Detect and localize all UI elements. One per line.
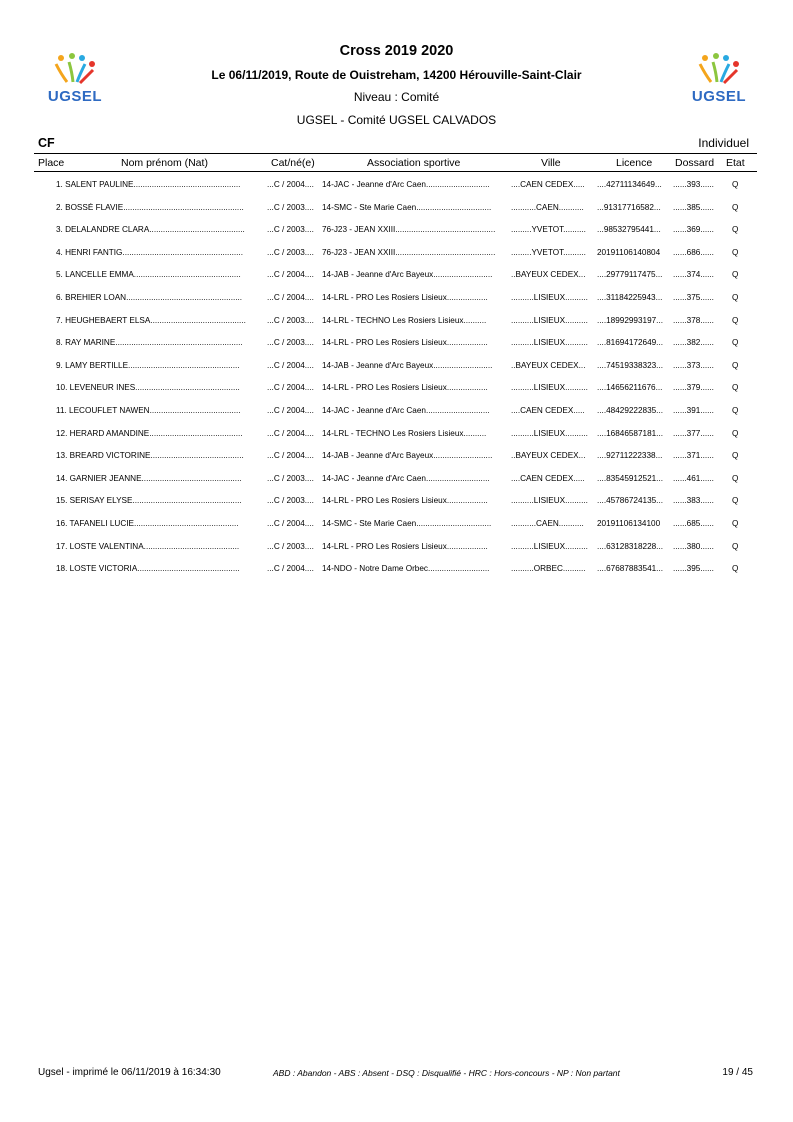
cell-state: Q <box>732 292 739 302</box>
cell-state: Q <box>732 518 739 528</box>
cell-club: 14-JAB - Jeanne d'Arc Bayeux.......................... <box>322 270 493 280</box>
cell-state: Q <box>732 541 739 551</box>
cell-state: Q <box>732 383 739 393</box>
committee-label: UGSEL - Comité UGSEL CALVADOS <box>296 113 497 127</box>
cell-bib: ......395...... <box>673 564 714 574</box>
cell-licence: ....14656211676... <box>597 383 663 393</box>
table-row <box>0 429 793 452</box>
cell-category: ...C / 2004.... <box>267 405 314 415</box>
cell-club: 76-J23 - JEAN XXIII............................................ <box>322 247 496 257</box>
cell-name: 8. RAY MARINE........................................................ <box>56 338 243 348</box>
cell-category: ...C / 2004.... <box>267 564 314 574</box>
cell-bib: ......380...... <box>673 541 714 551</box>
cell-state: Q <box>732 225 739 235</box>
cell-bib: ......374...... <box>673 270 714 280</box>
cell-name: 10. LEVENEUR INES.............................................. <box>56 383 240 393</box>
cell-city: .........YVETOT.......... <box>511 247 586 257</box>
cell-bib: ......373...... <box>673 360 714 370</box>
cell-name: 17. LOSTE VALENTINA.......................................... <box>56 541 240 551</box>
page-number: 19 / 45 <box>722 1067 753 1078</box>
cell-name: 5. LANCELLE EMMA............................................... <box>56 270 241 280</box>
table-row <box>0 564 793 587</box>
cell-city: ..........LISIEUX.......... <box>511 383 588 393</box>
cell-club: 14-LRL - PRO Les Rosiers Lisieux.................. <box>322 292 488 302</box>
cell-licence: ....42711134649... <box>597 180 662 189</box>
cell-city: ..........LISIEUX.......... <box>511 428 588 438</box>
table-row <box>0 383 793 406</box>
cell-licence: 20191106134100 <box>597 518 661 528</box>
table-row <box>0 248 793 271</box>
cell-club: 76-J23 - JEAN XXIII............................................ <box>322 225 496 235</box>
cell-bib: ......461...... <box>673 473 714 483</box>
cell-state: Q <box>732 428 739 438</box>
table-row <box>0 519 793 542</box>
table-row <box>0 338 793 361</box>
cell-category: ...C / 2004.... <box>267 360 314 370</box>
cell-licence: ....29779117475... <box>597 270 663 280</box>
table-row <box>0 203 793 226</box>
cell-city: ..BAYEUX CEDEX... <box>511 451 586 461</box>
cell-name: 6. BREHIER LOAN................................................... <box>56 292 243 302</box>
cell-bib: ......377...... <box>673 428 714 438</box>
cell-licence: ...98532795441... <box>597 225 661 235</box>
cell-category: ...C / 2003.... <box>267 496 314 506</box>
cell-city: .........YVETOT.......... <box>511 225 586 235</box>
cell-name: 9. LAMY BERTILLE................................................. <box>56 360 240 370</box>
logo-text: UGSEL <box>691 88 747 105</box>
col-header-licence: Licence <box>616 157 653 169</box>
cell-bib: ......371...... <box>673 451 714 461</box>
cell-licence: ....18992993197... <box>597 315 664 325</box>
cell-category: ...C / 2003.... <box>267 225 314 235</box>
col-header-club: Association sportive <box>367 157 461 169</box>
cell-category: ...C / 2004.... <box>267 451 314 461</box>
cell-club: 14-JAC - Jeanne d'Arc Caen............................ <box>322 473 490 483</box>
col-header-bib: Dossard <box>675 157 715 169</box>
cell-category: ...C / 2003.... <box>267 541 314 551</box>
col-header-name: Nom prénom (Nat) <box>121 157 208 169</box>
cell-name: 1. SALENT PAULINE............................................... <box>56 180 241 189</box>
page-title: Cross 2019 2020 <box>339 43 454 59</box>
table-row <box>0 451 793 474</box>
event-subtitle: Le 06/11/2019, Route de Ouistreham, 14200 Hérouville-Saint-Clair <box>211 68 582 82</box>
col-header-state: Etat <box>726 157 745 169</box>
cell-licence: ....63128318228... <box>597 541 664 551</box>
cell-city: ...........CAEN........... <box>511 518 584 528</box>
table-row <box>0 361 793 384</box>
cell-licence: ....83545912521... <box>597 473 664 483</box>
cell-licence: ....67687883541... <box>597 564 664 574</box>
cell-bib: ......393...... <box>673 180 714 189</box>
cell-name: 4. HENRI FANTIG..................................................... <box>56 247 243 257</box>
col-header-place: Place <box>38 157 65 169</box>
status-legend: ABD : Abandon - ABS : Absent - DSQ : Disqualifié - HRC : Hors-concours - NP : Non partant <box>273 1068 620 1078</box>
print-timestamp: Ugsel - imprimé le 06/11/2019 à 16:34:30 <box>38 1067 221 1078</box>
cell-category: ...C / 2003.... <box>267 338 314 348</box>
category-label: CF <box>38 136 55 150</box>
cell-club: 14-JAB - Jeanne d'Arc Bayeux.......................... <box>322 451 493 461</box>
cell-state: Q <box>732 473 739 483</box>
cell-city: ....CAEN CEDEX..... <box>511 473 585 483</box>
cell-club: 14-SMC - Ste Marie Caen................................. <box>322 202 492 212</box>
table-row <box>0 293 793 316</box>
cell-city: ..........ORBEC.......... <box>511 564 586 574</box>
cell-licence: ....92711222338... <box>597 451 663 461</box>
cell-bib: ......385...... <box>673 202 714 212</box>
cell-name: 3. DELALANDRE CLARA.......................................... <box>56 225 245 235</box>
cell-club: 14-LRL - PRO Les Rosiers Lisieux.................. <box>322 383 488 393</box>
level-label: Niveau : Comité <box>353 90 440 104</box>
cell-state: Q <box>732 270 739 280</box>
cell-state: Q <box>732 315 739 325</box>
cell-bib: ......391...... <box>673 405 714 415</box>
table-row <box>0 496 793 519</box>
header-rule-top <box>34 153 757 154</box>
col-header-cat: Cat/né(e) <box>271 157 315 169</box>
cell-bib: ......686...... <box>673 247 714 257</box>
cell-licence: ....16846587181... <box>597 428 664 438</box>
cell-licence: 20191106140804 <box>597 247 661 257</box>
cell-category: ...C / 2004.... <box>267 383 314 393</box>
cell-category: ...C / 2003.... <box>267 315 314 325</box>
cell-name: 7. HEUGHEBAERT ELSA.......................................... <box>56 315 246 325</box>
cell-city: ..........LISIEUX.......... <box>511 292 588 302</box>
cell-bib: ......375...... <box>673 292 714 302</box>
cell-category: ...C / 2004.... <box>267 518 314 528</box>
cell-club: 14-LRL - TECHNO Les Rosiers Lisieux.......... <box>322 315 487 325</box>
cell-city: ...........CAEN........... <box>511 202 584 212</box>
cell-name: 14. GARNIER JEANNE............................................ <box>56 473 242 483</box>
table-row <box>0 316 793 339</box>
cell-state: Q <box>732 564 739 574</box>
cell-city: ..BAYEUX CEDEX... <box>511 360 586 370</box>
cell-name: 11. LECOUFLET NAWEN........................................ <box>56 405 241 415</box>
cell-club: 14-JAC - Jeanne d'Arc Caen............................ <box>322 405 490 415</box>
cell-bib: ......378...... <box>673 315 714 325</box>
cell-state: Q <box>732 338 739 348</box>
cell-bib: ......685...... <box>673 518 714 528</box>
cell-club: 14-SMC - Ste Marie Caen................................. <box>322 518 492 528</box>
cell-city: ..........LISIEUX.......... <box>511 496 588 506</box>
col-header-city: Ville <box>541 157 561 169</box>
cell-club: 14-LRL - TECHNO Les Rosiers Lisieux.......... <box>322 428 487 438</box>
cell-state: Q <box>732 451 739 461</box>
cell-category: ...C / 2004.... <box>267 428 314 438</box>
cell-category: ...C / 2004.... <box>267 292 314 302</box>
cell-city: ..........LISIEUX.......... <box>511 338 588 348</box>
cell-club: 14-LRL - PRO Les Rosiers Lisieux.................. <box>322 496 488 506</box>
cell-licence: ....48429222835... <box>597 405 664 415</box>
cell-club: 14-LRL - PRO Les Rosiers Lisieux.................. <box>322 541 488 551</box>
cell-state: Q <box>732 202 739 212</box>
table-row <box>0 406 793 429</box>
cell-category: ...C / 2004.... <box>267 180 314 189</box>
table-row <box>0 180 793 203</box>
table-row <box>0 542 793 565</box>
header-rule-bottom <box>34 171 757 172</box>
cell-bib: ......382...... <box>673 338 714 348</box>
cell-state: Q <box>732 180 739 189</box>
cell-name: 2. BOSSÉ FLAVIE..................................................... <box>56 202 244 212</box>
cell-club: 14-JAB - Jeanne d'Arc Bayeux.......................... <box>322 360 493 370</box>
cell-bib: ......383...... <box>673 496 714 506</box>
cell-category: ...C / 2003.... <box>267 247 314 257</box>
cell-club: 14-NDO - Notre Dame Orbec........................... <box>322 564 490 574</box>
cell-club: 14-JAC - Jeanne d'Arc Caen............................ <box>322 180 490 189</box>
cell-name: 18. LOSTE VICTORIA............................................. <box>56 564 240 574</box>
cell-city: ..........LISIEUX.......... <box>511 315 588 325</box>
cell-name: 13. BREARD VICTORINE......................................... <box>56 451 244 461</box>
cell-state: Q <box>732 405 739 415</box>
cell-state: Q <box>732 247 739 257</box>
table-row <box>0 474 793 497</box>
cell-city: ..........LISIEUX.......... <box>511 541 588 551</box>
table-row <box>0 270 793 293</box>
table-row <box>0 225 793 248</box>
logo-text: UGSEL <box>47 88 103 105</box>
cell-state: Q <box>732 360 739 370</box>
cell-licence: ....45786724135... <box>597 496 664 506</box>
cell-category: ...C / 2003.... <box>267 202 314 212</box>
cell-city: ..BAYEUX CEDEX... <box>511 270 586 280</box>
cell-licence: ....31184225943... <box>597 292 663 302</box>
cell-city: ....CAEN CEDEX..... <box>511 180 585 189</box>
cell-name: 16. TAFANELI LUCIE.............................................. <box>56 518 239 528</box>
type-label: Individuel <box>698 136 749 150</box>
cell-bib: ......379...... <box>673 383 714 393</box>
cell-licence: ....81694172649... <box>597 338 664 348</box>
cell-club: 14-LRL - PRO Les Rosiers Lisieux.................. <box>322 338 488 348</box>
results-table <box>0 180 793 587</box>
cell-category: ...C / 2004.... <box>267 270 314 280</box>
cell-city: ....CAEN CEDEX..... <box>511 405 585 415</box>
cell-name: 15. SERISAY ELYSE................................................ <box>56 496 242 506</box>
cell-licence: ....74519338323... <box>597 360 664 370</box>
cell-name: 12. HERARD AMANDINE......................................... <box>56 428 243 438</box>
cell-category: ...C / 2003.... <box>267 473 314 483</box>
cell-state: Q <box>732 496 739 506</box>
cell-bib: ......369...... <box>673 225 714 235</box>
cell-licence: ...91317716582... <box>597 202 661 212</box>
